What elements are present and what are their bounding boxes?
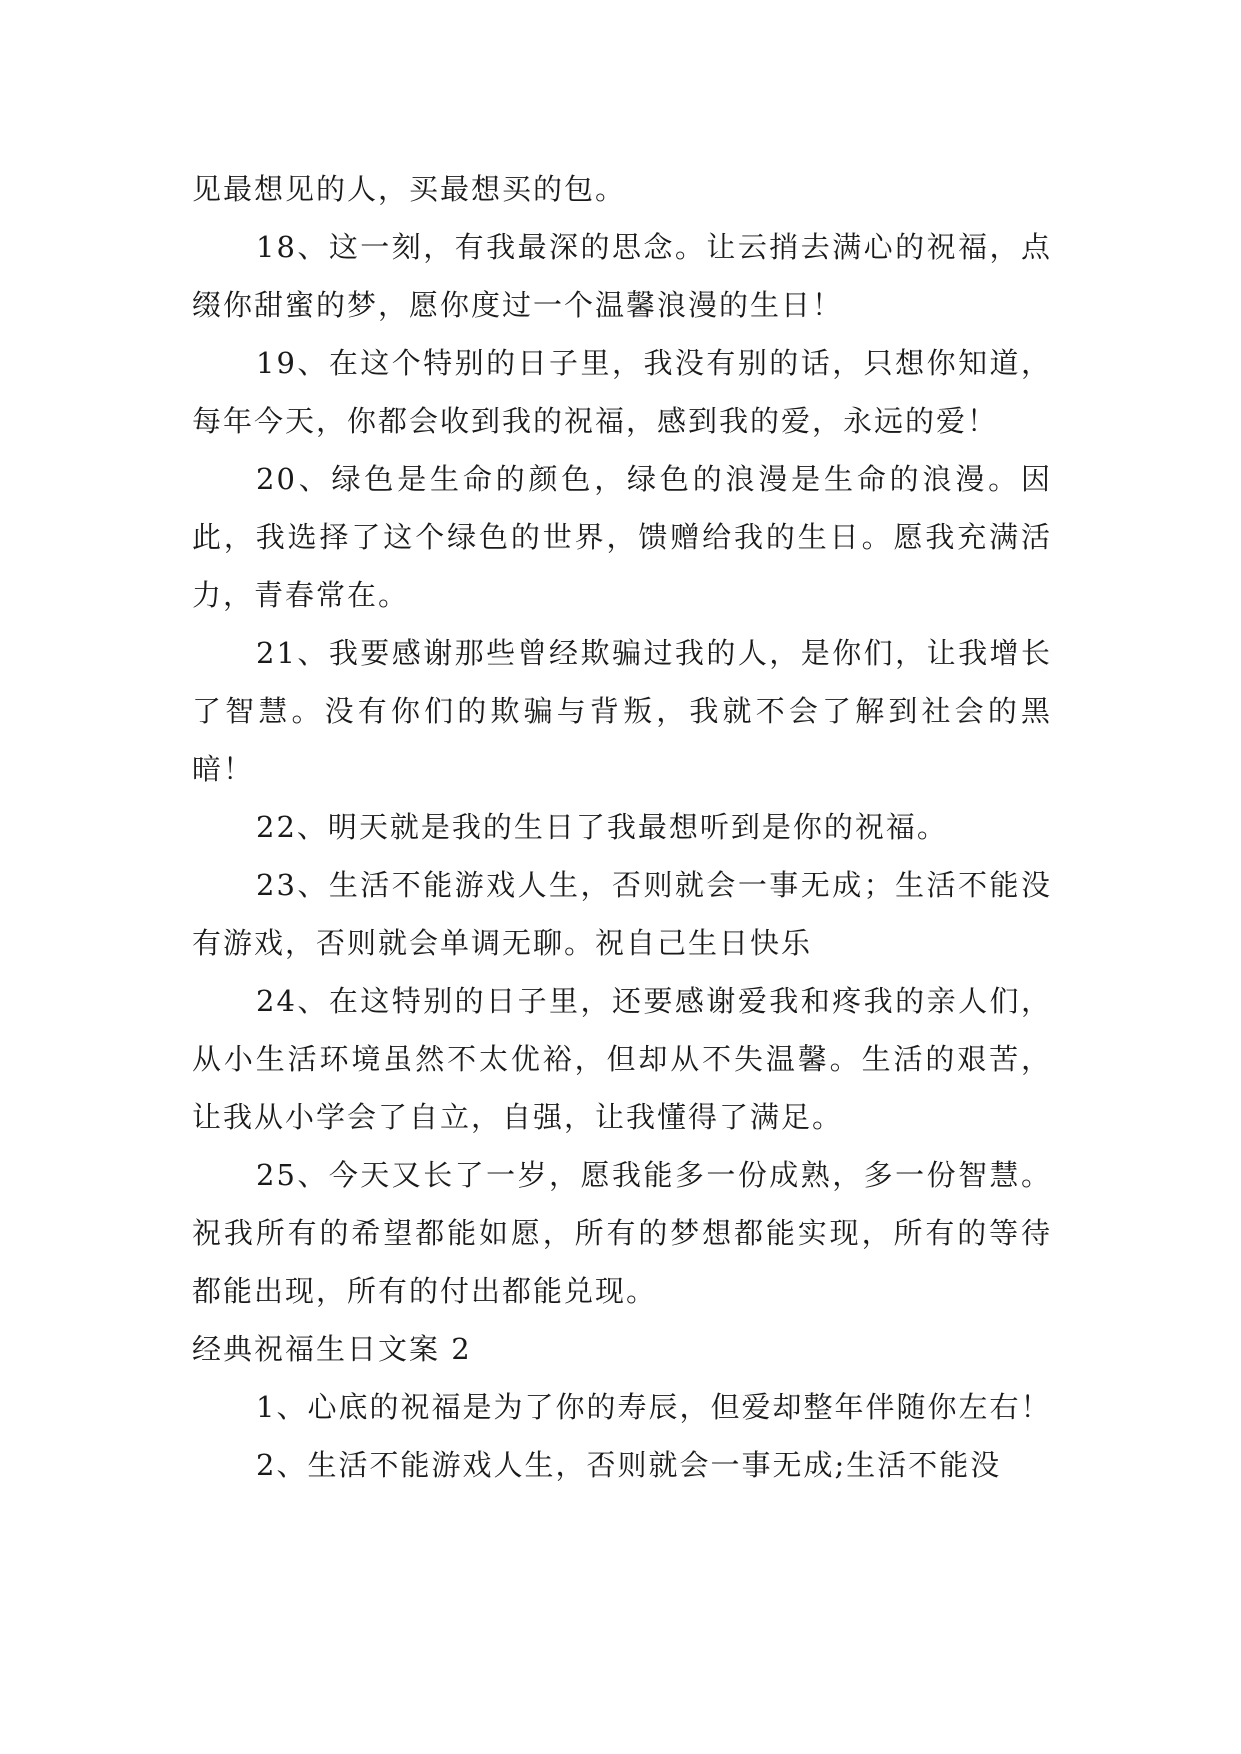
paragraph-item-22: 22、明天就是我的生日了我最想听到是你的祝福。 [256,810,948,844]
paragraph-item-19: 19、在这个特别的日子里，我没有别的话，只想你知道，每年今天，你都会收到我的祝福，感到我的爱，永远的爱！ [192,346,1052,438]
paragraph-item-25: 25、今天又长了一岁，愿我能多一份成熟，多一份智慧。祝我所有的希望都能如愿，所有的梦想都能实现，所有的等待都能出现，所有的付出都能兑现。 [192,1158,1052,1308]
section-heading: 经典祝福生日文案 2 [192,1332,472,1366]
paragraph-item-21: 21、我要感谢那些曾经欺骗过我的人，是你们，让我增长了智慧。没有你们的欺骗与背叛，我就不会了解到社会的黑暗！ [192,636,1052,786]
paragraph-item-24: 24、在这特别的日子里，还要感谢爱我和疼我的亲人们，从小生活环境虽然不太优裕，但却从不失温馨。生活的艰苦，让我从小学会了自立，自强，让我懂得了满足。 [192,984,1052,1134]
paragraph-item-1: 1、心底的祝福是为了你的寿辰，但爱却整年伴随你左右！ [256,1390,1052,1424]
paragraph-item-2: 2、生活不能游戏人生，否则就会一事无成;生活不能没 [256,1448,1002,1482]
paragraph-item-20: 20、绿色是生命的颜色，绿色的浪漫是生命的浪漫。因此，我选择了这个绿色的世界，馈赠给我的生日。愿我充满活力，青春常在。 [192,462,1052,612]
document-body [192,160,1052,1494]
paragraph-item-23: 23、生活不能游戏人生，否则就会一事无成；生活不能没有游戏，否则就会单调无聊。祝自己生日快乐 [192,868,1052,960]
paragraph-item-18: 18、这一刻，有我最深的思念。让云捎去满心的祝福，点缀你甜蜜的梦，愿你度过一个温馨浪漫的生日！ [192,230,1052,322]
paragraph-continuation: 见最想见的人，买最想买的包。 [192,172,627,206]
